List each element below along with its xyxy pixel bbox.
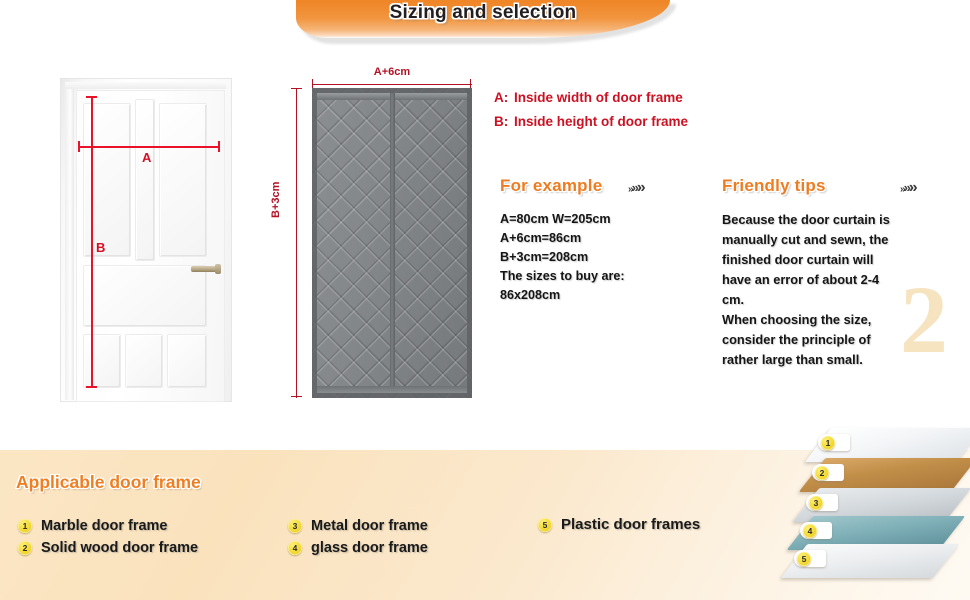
friendly-tips-heading: Friendly tips	[722, 176, 826, 195]
door-width-label: A	[142, 150, 152, 165]
friendly-tips-section	[722, 176, 948, 373]
door-diagram	[60, 78, 232, 402]
material-layer-stack	[790, 428, 970, 600]
magnetic-door-curtain	[312, 88, 472, 398]
layer-tab-3	[806, 494, 838, 511]
definition-b	[494, 114, 688, 129]
example-line: A+6cm=86cm	[500, 231, 582, 245]
door-panel	[126, 335, 162, 387]
tips-line: manually cut and sewn, the	[722, 232, 889, 247]
number-badge-3: 3	[288, 519, 302, 533]
applicable-door-frame-heading: Applicable door frame	[16, 472, 201, 492]
for-example-body	[500, 210, 700, 305]
frame-type-item-1	[18, 518, 168, 534]
frame-type-item-5	[538, 516, 700, 533]
tips-line: cm.	[722, 292, 745, 307]
door-jamb-top	[65, 82, 226, 89]
curtain-width-label: A+6cm	[373, 66, 411, 78]
definition-a-key: A:	[494, 90, 509, 105]
number-badge-5: 5	[797, 552, 811, 566]
tips-line: have an error of about 2-4	[722, 272, 880, 287]
layer-tab-1	[818, 434, 850, 451]
for-example-heading: For example	[500, 176, 603, 195]
curtain-width-line	[312, 84, 472, 85]
tips-line: finished door curtain will	[722, 252, 874, 267]
curtain-height-cap-top	[291, 88, 302, 89]
door-panel	[168, 335, 206, 387]
definition-a-text: Inside width of door frame	[514, 90, 683, 105]
example-line: A=80cm W=205cm	[500, 212, 611, 226]
header-banner	[296, 0, 676, 46]
example-line: 86x208cm	[500, 288, 561, 302]
page-title: Sizing and selection	[389, 2, 577, 23]
frame-type-label-4: glass door frame	[311, 540, 428, 556]
height-measure-cap-bottom	[86, 386, 97, 388]
number-badge-1: 1	[821, 436, 835, 450]
for-example-header	[500, 176, 700, 202]
number-badge-3: 3	[809, 496, 823, 510]
tips-line: consider the principle of	[722, 332, 871, 347]
curtain-diagram	[270, 66, 482, 400]
layer-tab-5	[794, 550, 826, 567]
frame-type-item-2	[18, 540, 198, 556]
definition-b-text: Inside height of door frame	[514, 114, 689, 129]
frame-type-item-3	[288, 518, 428, 534]
door-jamb-left	[65, 83, 74, 400]
example-line: The sizes to buy are:	[500, 269, 625, 283]
friendly-tips-header	[722, 176, 942, 202]
definition-a	[494, 90, 688, 105]
width-measure-cap-right	[218, 141, 220, 152]
tips-line: When choosing the size,	[722, 312, 872, 327]
number-badge-1: 1	[18, 519, 32, 533]
number-badge-2: 2	[18, 541, 32, 555]
for-example-section	[500, 176, 700, 305]
tips-line: Because the door curtain is	[722, 212, 890, 227]
number-badge-5: 5	[538, 518, 552, 532]
width-measure-line	[78, 146, 220, 148]
tips-line: rather large than small.	[722, 352, 863, 367]
door-panel	[136, 100, 154, 260]
curtain-center-seam	[390, 93, 395, 393]
door-height-label: B	[96, 240, 106, 255]
layer-tab-2	[812, 464, 844, 481]
chevron-right-icon: »»»	[900, 179, 916, 196]
curtain-bottom-bar	[317, 386, 467, 393]
friendly-tips-body	[722, 210, 942, 370]
dimension-definitions	[494, 90, 688, 138]
definition-b-key: B:	[494, 114, 509, 129]
material-layer-5	[794, 544, 946, 584]
frame-type-label-1: Marble door frame	[41, 518, 168, 534]
number-badge-4: 4	[288, 541, 302, 555]
height-measure-line	[91, 96, 93, 388]
door-panel	[84, 335, 120, 387]
frame-type-label-5: Plastic door frames	[561, 516, 701, 533]
door-panel	[84, 266, 206, 326]
chevron-right-icon: »»»	[628, 179, 644, 196]
frame-type-item-4	[288, 540, 428, 556]
frame-type-label-2: Solid wood door frame	[41, 540, 199, 556]
number-badge-2: 2	[815, 466, 829, 480]
curtain-height-cap-bottom	[291, 396, 302, 397]
curtain-height-line	[296, 88, 297, 398]
frame-type-label-3: Metal door frame	[311, 518, 428, 534]
watermark-number: 2	[900, 266, 948, 373]
example-line: B+3cm=208cm	[500, 250, 589, 264]
height-measure-cap-top	[86, 96, 97, 98]
door-panel	[160, 104, 206, 256]
number-badge-4: 4	[803, 524, 817, 538]
curtain-height-label: B+3cm	[270, 181, 282, 218]
door-handle	[191, 266, 217, 272]
width-measure-cap-left	[78, 141, 80, 152]
layer-tab-4	[800, 522, 832, 539]
